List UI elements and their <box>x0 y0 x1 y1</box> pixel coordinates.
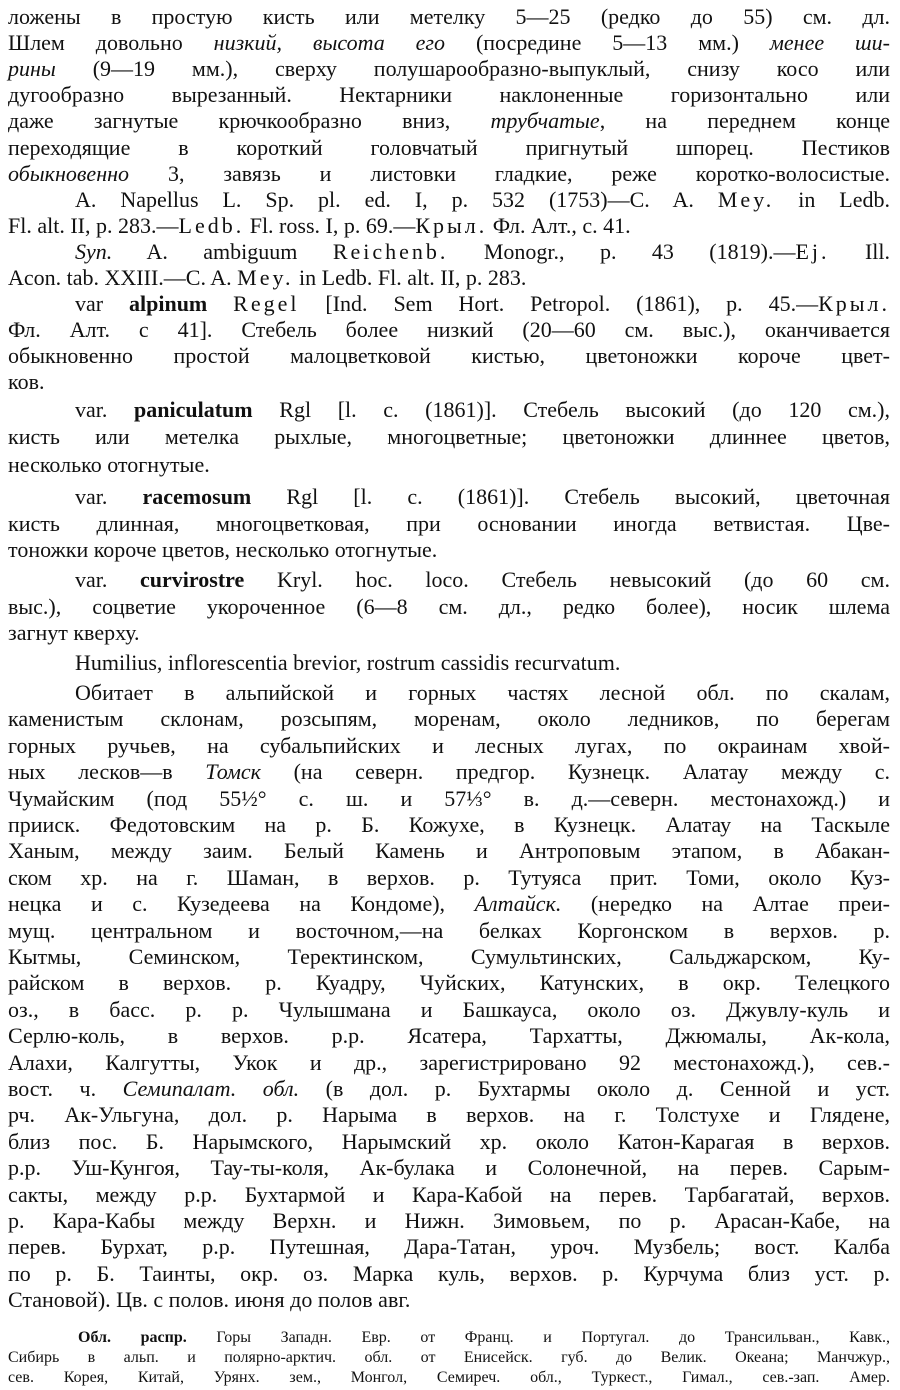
text-line <box>8 511 890 537</box>
text-run: р. Кара-Кабы между Верхн. и Нижн. Зимовьем, по р. Арасан-Кабе, на <box>8 1208 890 1233</box>
text-run: var. <box>75 484 143 509</box>
spaced-author: Mey. <box>237 265 294 290</box>
text-line <box>8 812 890 838</box>
text-run: Ханым, между заим. Белый Камень и Антроповым этапом, в Абакан- <box>8 838 890 864</box>
text-run: Алахи, Калгутты, Укок и др., зарегистрировано 92 местонахожд.), сев.- <box>8 1049 890 1075</box>
text-line <box>75 291 890 317</box>
text-run: Monogr., p. 43 (1819).— <box>448 238 796 264</box>
bold-term: alpinum <box>129 291 208 317</box>
text-run: каменистым склонам, розсыпям, моренам, около ледников, по берегам <box>8 706 890 732</box>
text-run: in Ledb. <box>774 186 890 212</box>
text-line <box>8 213 890 239</box>
text-run: переходящие в короткий головчатый пригнутый шпорец. Пестиков <box>8 134 890 160</box>
text-line <box>8 786 890 812</box>
text-line <box>8 4 890 30</box>
text-line <box>8 1208 890 1234</box>
text-line <box>8 865 890 891</box>
text-run: var <box>75 291 129 317</box>
text-run: нецка и с. Кузедеева на Кондоме), <box>8 891 475 917</box>
text-run: ском хр. на г. Шаман, в верхов. р. Тутуяса прит. Томи, около Куз- <box>8 864 890 890</box>
text-run: (на северн. предгор. Кузнецк. Алатау между с. <box>260 759 890 785</box>
text-run: близ пос. Б. Нарымского, Нарымский хр. около Катон-Карагая в верхов. <box>8 1128 890 1154</box>
spaced-author: Крыл. <box>818 291 891 317</box>
text-run: вост. ч. <box>8 1076 123 1101</box>
text-run: (нередко на Алтае преи- <box>561 891 890 917</box>
text-line <box>8 733 890 759</box>
text-run: Acon. tab. XXIII.—C. A. <box>8 265 238 290</box>
text-line <box>8 30 890 56</box>
text-run: Ill. <box>829 238 890 264</box>
text-run: несколько отогнутые. <box>8 452 210 477</box>
text-line <box>8 1182 890 1208</box>
text-run: (9—19 мм.), сверху полушарообразно-выпуклый, снизу косо или <box>55 56 890 82</box>
text-run: Шлем довольно <box>8 30 214 56</box>
text-line <box>8 1076 890 1102</box>
text-run: ных лесков—в <box>8 759 206 785</box>
text-line <box>8 1129 890 1155</box>
text-line <box>8 135 890 161</box>
text-line <box>75 187 890 213</box>
text-run: in Ledb. Fl. alt. II, p. 283. <box>293 265 527 290</box>
text-run: кисть или метелка рыхлые, многоцветные; цветоножки длиннее цветов, <box>8 424 890 449</box>
bold-term: Обл. распр. <box>78 1329 187 1346</box>
spaced-author: Regel <box>233 291 300 317</box>
text-run: [Ind. Sem Hort. Petropol. (1861), p. 45.— <box>299 291 819 317</box>
text-line <box>8 1234 890 1260</box>
text-run: Фл. Алт. с 41]. Стебель более низкий (20—60 см. выс.), оканчивается <box>8 317 890 343</box>
text-line <box>75 397 890 423</box>
italic-text: Syn. <box>75 238 113 264</box>
text-line <box>8 1287 890 1313</box>
text-line <box>8 317 890 343</box>
italic-text: Алтайск. <box>474 891 562 917</box>
spaced-author: Ej. <box>795 238 830 264</box>
italic-text: менее ши- <box>769 30 890 56</box>
text-line <box>8 759 890 785</box>
text-run: Humilius, inflorescentia brevior, rostrum cassidis recurvatum. <box>75 650 621 675</box>
text-line <box>8 537 890 563</box>
text-line <box>8 424 890 450</box>
text-line <box>8 970 890 996</box>
bold-term: paniculatum <box>134 397 253 422</box>
italic-text: Томск <box>205 759 261 785</box>
text-run: Fl. ross. I, p. 69.— <box>244 212 416 238</box>
text-run: оз., в басс. р. р. Чулышмана и Башкауса, около оз. Джувлу-куль и <box>8 996 890 1022</box>
spaced-author: Крыл. <box>415 212 488 238</box>
italic-text: трубчатые <box>490 108 600 134</box>
text-run: Становой). Цв. с полов. июня до полов авг. <box>8 1287 411 1313</box>
text-run: Чумайским (под 55½° с. ш. и 57⅓° в. д.—северн. местонахожд.) и <box>8 785 890 811</box>
text-run: Сибирь в альп. и полярно-арктич. обл. от Енисейск. губ. до Велик. Океана; Манчжур., <box>8 1349 890 1366</box>
text-run: var. <box>75 397 135 422</box>
text-run: прииск. Федотовским на р. Б. Кожухе, в Кузнецк. Алатау на Таскыле <box>8 812 890 837</box>
text-line <box>8 918 890 944</box>
text-run: р.р. Уш-Кунгоя, Тау-ты-коля, Ак-булака и Солонечной, на перев. Сарым- <box>8 1155 890 1181</box>
text-run: горных ручьев, на субальпийских и лесных лугах, по окраинам хвой- <box>8 732 890 758</box>
italic-text: Семипалат. обл. <box>122 1076 300 1101</box>
text-run: тоножки короче цветов, несколько отогнутые. <box>8 537 438 562</box>
text-line <box>8 1102 890 1128</box>
bold-term: racemosum <box>142 484 252 509</box>
text-line <box>78 1328 890 1348</box>
text-run: Горы Западн. Евр. от Франц. и Португал. до Трансильван., Кавк., <box>186 1329 891 1346</box>
text-line <box>8 1261 890 1287</box>
text-line <box>8 1023 890 1049</box>
text-run: 3, завязь и листовки гладкие, реже коротко-волосистые. <box>129 160 890 186</box>
text-line <box>8 1050 890 1076</box>
text-line <box>75 650 890 676</box>
text-line <box>8 343 890 369</box>
text-line <box>8 944 890 970</box>
italic-text: обыкновенно <box>8 160 130 186</box>
text-line <box>8 620 890 646</box>
text-run: загнут кверху. <box>8 620 140 645</box>
text-run: рч. Ак-Ульгуна, дол. р. Нарыма в верхов. на г. Толстухе и Глядене, <box>8 1102 890 1128</box>
text-run: сев. Корея, Китай, Урянх. зем., Монгол, Семиреч. обл., Туркест., Гимал., сев.-зап. Амер. <box>8 1369 890 1386</box>
text-run: ков. <box>8 369 45 395</box>
text-line <box>8 369 890 395</box>
text-run: даже загнутые крючкообразно вниз, <box>8 108 491 134</box>
text-run: дугообразно вырезанный. Нектарники наклоненные горизонтально или <box>8 82 890 108</box>
text-run: Серлю-коль, в верхов. р.р. Ясатера, Тархатты, Джюмалы, Ак-кола, <box>8 1023 890 1049</box>
text-run: перев. Бурхат, р.р. Путешная, Дара-Татан, уроч. Музбель; вост. Калба <box>8 1234 890 1260</box>
text-line <box>8 706 890 732</box>
text-line <box>8 997 890 1023</box>
text-line <box>8 82 890 108</box>
text-line <box>8 838 890 864</box>
text-run: , на переднем конце <box>599 108 891 134</box>
text-line <box>8 108 890 134</box>
text-line <box>8 1368 890 1388</box>
text-line <box>8 1155 890 1181</box>
text-line <box>8 56 890 82</box>
text-run: обыкновенно простой малоцветковой кистью, цветоножки короче цвет- <box>8 343 890 369</box>
text-run: ложены в простую кисть или метелку 5—25 (редко до 55) см. дл. <box>8 4 890 29</box>
text-run: Fl. alt. II, p. 283.— <box>8 212 179 238</box>
text-run: (в дол. р. Бухтармы около д. Сенной и уст. <box>299 1076 890 1101</box>
text-run: Rgl [l. c. (1861)]. Стебель высокий, цветочная <box>251 484 890 509</box>
text-run: var. <box>75 567 141 592</box>
text-line <box>75 484 890 510</box>
text-run: Kryl. hoc. loco. Стебель невысокий (до 60 см. <box>244 567 890 592</box>
italic-text: рины <box>8 56 56 82</box>
text-run: A. ambiguum <box>112 238 333 264</box>
text-line <box>75 567 890 593</box>
text-run: (посредине 5—13 мм.) <box>445 30 770 56</box>
text-run: мущ. центральном и восточном,—на белках Коргонском в верхов. р. <box>8 917 890 943</box>
text-run: Rgl [l. c. (1861)]. Стебель высокий (до 120 см.), <box>252 397 890 422</box>
text-run: A. Napellus L. Sp. pl. ed. I, p. 532 (1753)—C. A. <box>75 186 718 212</box>
text-run: сакты, между р.р. Бухтармой и Кара-Кабой на перев. Тарбагатай, верхов. <box>8 1181 890 1207</box>
text-line <box>8 452 890 478</box>
text-run: Обитает в альпийской и горных частях лесной обл. по скалам, <box>75 680 890 705</box>
text-run: Фл. Алт., с. 41. <box>487 212 631 238</box>
text-line <box>75 680 890 706</box>
spaced-author: Reichenb. <box>332 238 449 264</box>
text-run: Кытмы, Семинском, Теректинском, Сумультинских, Сальджарском, Ку- <box>8 944 890 969</box>
text-run: кисть длинная, многоцветковая, при основании иногда ветвистая. Цве- <box>8 511 890 536</box>
bold-term: curvirostre <box>140 567 245 592</box>
text-run: выс.), соцветие укороченное (6—8 см. дл., редко более), носик шлема <box>8 594 890 619</box>
spaced-author: Ledb. <box>178 212 245 238</box>
text-run: райском в верхов. р. Куадру, Чуйских, Катунских, в окр. Телецкого <box>8 970 890 996</box>
text-run: по р. Б. Таинты, окр. оз. Марка куль, верхов. р. Курчума близ уст. р. <box>8 1260 890 1286</box>
spaced-author: Mey. <box>717 186 775 212</box>
text-line <box>8 161 890 187</box>
italic-text: низкий, высота его <box>213 30 446 56</box>
text-line <box>8 1348 890 1368</box>
text-run <box>207 291 233 316</box>
text-line <box>8 594 890 620</box>
text-line <box>8 891 890 917</box>
text-line <box>75 239 890 265</box>
text-line <box>8 265 890 291</box>
